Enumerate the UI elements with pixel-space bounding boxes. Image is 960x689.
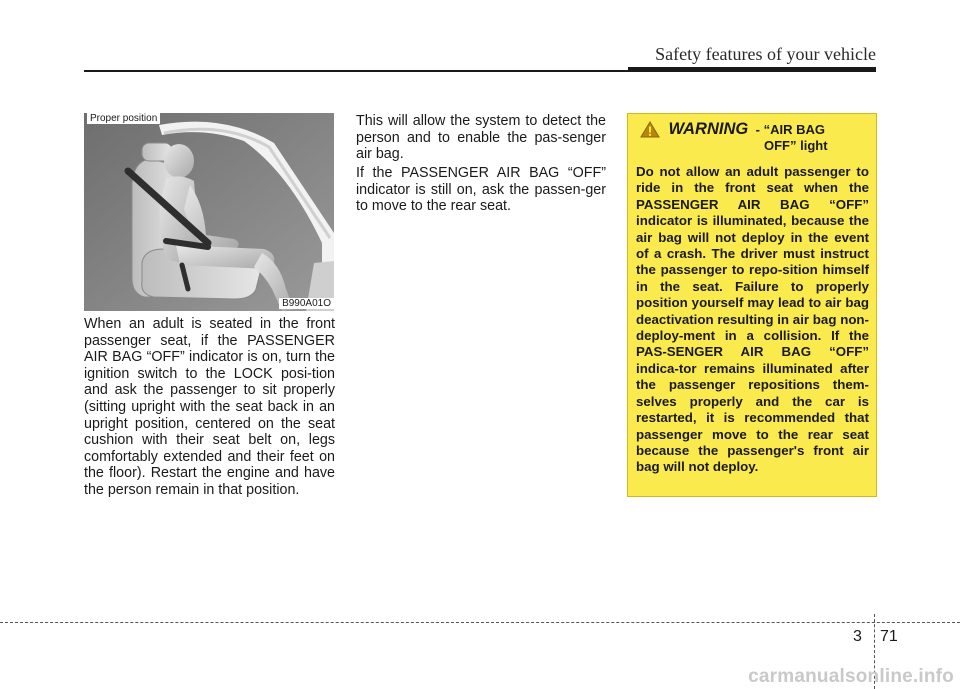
chapter-number: 3 [853, 628, 862, 645]
middle-paragraph-1: This will allow the system to detect the person and to enable the pas-senger air bag. [356, 113, 606, 163]
header-rule-accent [628, 67, 876, 72]
middle-paragraph-2: If the PASSENGER AIR BAG “OFF” indicator is still on, ask the passen-ger to move to the rear seat. [356, 165, 606, 215]
warning-body: Do not allow an adult passenger to ride in the front seat when the PASSENGER AIR BAG “OFF” indicator is illuminated, because the air bag will not deploy in the event of a crash. The driver must instruct the passenger to repo-sition himself in the seat. Failure to properly position yourself may lead to air bag deactivation resulting in air bag non-deploy-ment in a collision. If the PAS-SENGER AIR BAG “OFF” indica-tor remains illuminated after the passenger repositions them-selves properly and the car is restarted, it is recommended that passenger move to the rear seat because the passenger's front air bag will not deploy. [636, 164, 869, 475]
warning-triangle-icon [640, 121, 660, 138]
warning-box [627, 113, 877, 497]
figure-code: B990A01O [279, 298, 334, 309]
watermark: carmanualsonline.info [748, 666, 954, 687]
warning-header [636, 120, 870, 139]
warning-subtitle-line1: - “AIR BAG [755, 122, 825, 137]
warning-subtitle-line2: OFF” light [764, 138, 828, 153]
left-paragraph: When an adult is seated in the front passenger seat, if the PASSENGER AIR BAG “OFF” indicator is on, turn the ignition switch to the LOCK posi-tion and ask the passenger to sit properly (sitting upright with the seat back in an upright position, centered on the seat cushion with their seat belt on, legs comfortably extended and their feet on the floor). Restart the engine and have the person remain in that position. [84, 316, 335, 498]
section-title: Safety features of your vehicle [655, 44, 876, 64]
page-number: 71 [880, 628, 898, 645]
figure-label: Proper position [87, 113, 160, 124]
seated-passenger-illustration [84, 113, 334, 311]
warning-title: WARNING [668, 120, 749, 138]
proper-position-figure [84, 113, 334, 311]
footer-rule [0, 622, 960, 623]
